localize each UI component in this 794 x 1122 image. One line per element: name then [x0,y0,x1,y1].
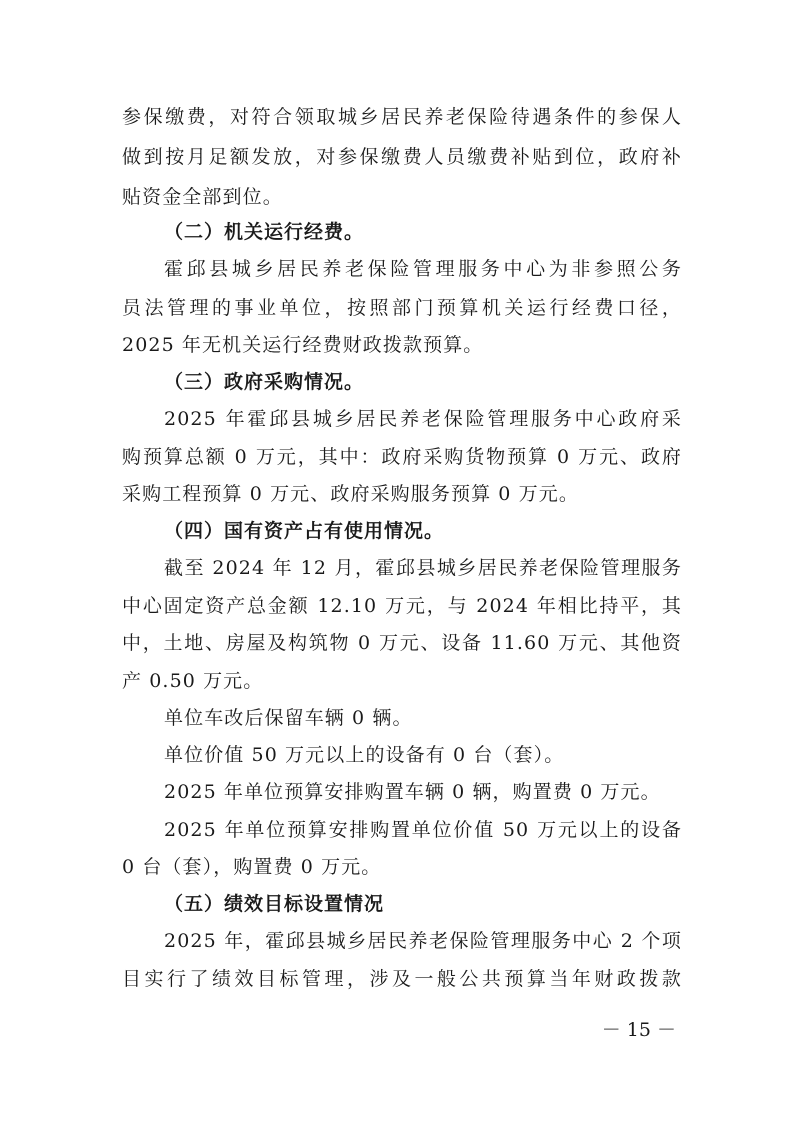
paragraph-line: 产 0.50 万元。 [122,670,264,692]
paragraph-line: 员法管理的事业单位，按照部门预算机关运行经费口径， [122,297,682,319]
paragraph-line: 2025 年，霍邱县城乡居民养老保险管理服务中心 2 个项 [164,930,682,952]
paragraph-line: 参保缴费，对符合领取城乡居民养老保险待遇条件的参保人 [122,106,682,128]
paragraph-line: 2025 年无机关运行经费财政拨款预算。 [122,334,484,356]
paragraph-line: 截至 2024 年 12 月，霍邱县城乡居民养老保险管理服务 [164,557,682,579]
paragraph-line: 贴资金全部到位。 [122,186,283,208]
paragraph-line: 目实行了绩效目标管理，涉及一般公共预算当年财政拨款 [122,968,682,990]
paragraph-line: 中心固定资产总金额 12.10 万元，与 2024 年相比持平，其 [122,595,682,617]
section-heading: （三）政府采购情况。 [164,371,365,393]
paragraph-line: 2025 年霍邱县城乡居民养老保险管理服务中心政府采 [164,408,682,430]
section-heading: （二）机关运行经费。 [164,221,365,243]
section-heading: （五）绩效目标设置情况 [164,893,385,915]
paragraph-line: 2025 年单位预算安排购置单位价值 50 万元以上的设备 [164,819,682,841]
paragraph-line: 购预算总额 0 万元，其中：政府采购货物预算 0 万元、政府 [122,446,682,468]
page-number: － 15 － [601,1019,676,1041]
section-heading: （四）国有资产占有使用情况。 [164,520,445,542]
paragraph-line: 做到按月足额发放，对参保缴费人员缴费补贴到位，政府补 [122,146,682,168]
paragraph-line: 0 台（套），购置费 0 万元。 [122,856,382,878]
paragraph-line: 2025 年单位预算安排购置车辆 0 辆，购置费 0 万元。 [164,781,661,803]
paragraph-line: 单位车改后保留车辆 0 辆。 [164,707,413,729]
paragraph-line: 单位价值 50 万元以上的设备有 0 台（套）。 [164,744,565,766]
paragraph-line: 采购工程预算 0 万元、政府采购服务预算 0 万元。 [122,483,579,505]
paragraph-line: 中，土地、房屋及构筑物 0 万元、设备 11.60 万元、其他资 [122,632,682,654]
paragraph-line: 霍邱县城乡居民养老保险管理服务中心为非参照公务 [164,258,682,280]
